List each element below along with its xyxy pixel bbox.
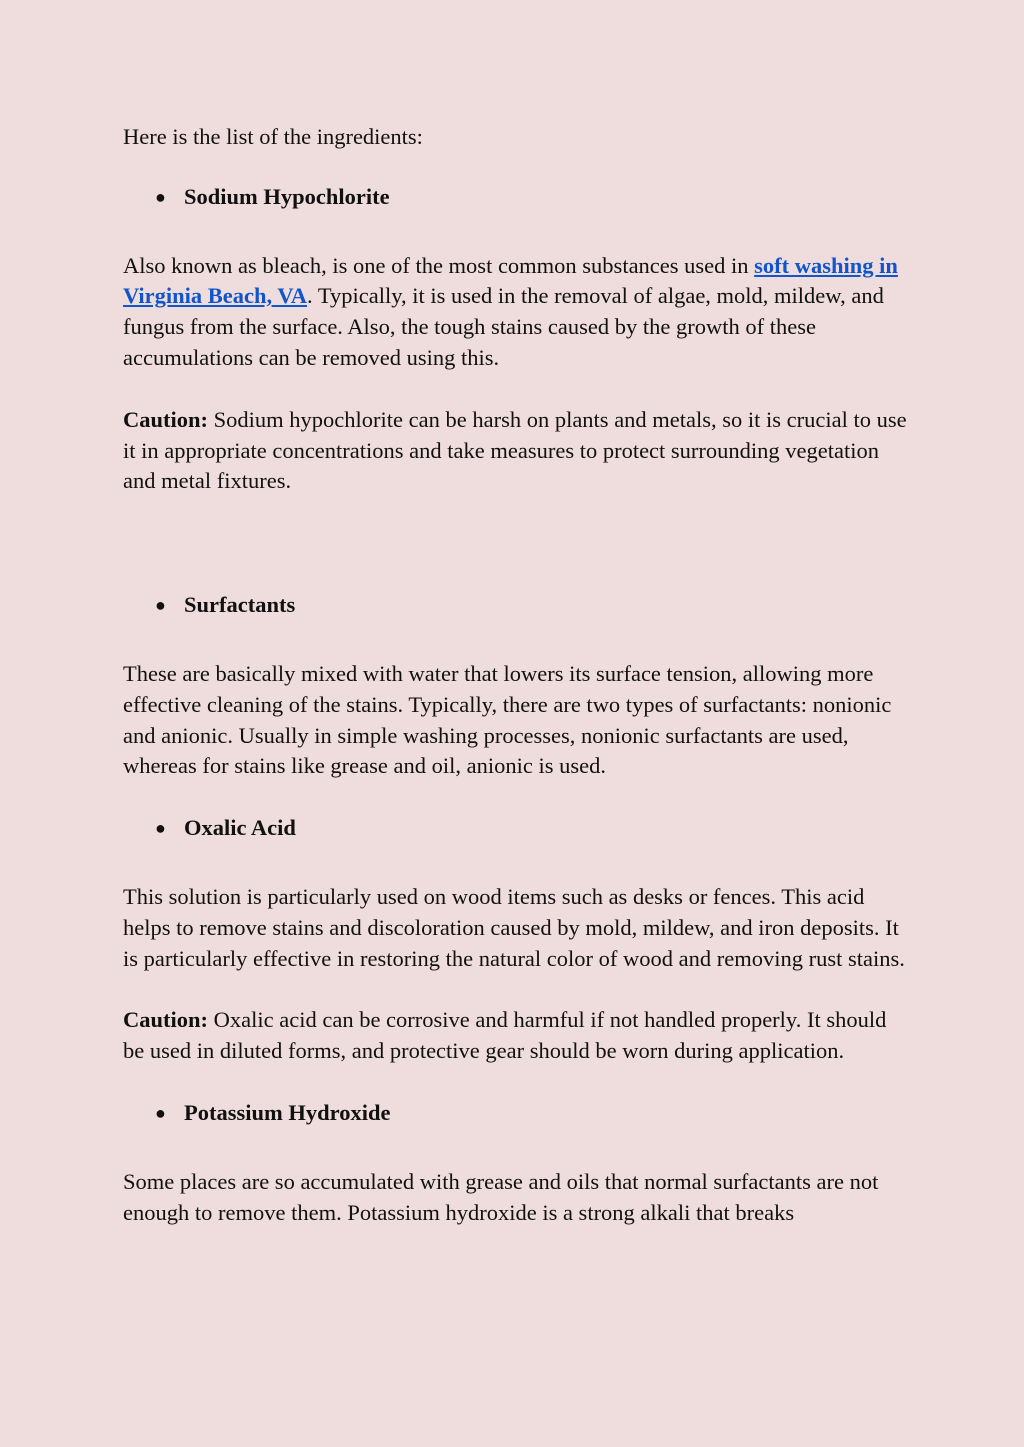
soft-washing-link[interactable]: soft washing in Virginia Beach, VA bbox=[123, 252, 898, 309]
bullet-heading-sodium-hypochlorite bbox=[123, 182, 913, 213]
caution-text: Oxalic acid can be corrosive and harmful if not handled properly. It should be used in diluted forms, and protective gear should be worn during application. bbox=[123, 1007, 887, 1064]
bullet-heading-oxalic-acid bbox=[123, 813, 913, 844]
heading-text: Surfactants bbox=[184, 592, 296, 618]
blank-space bbox=[123, 528, 913, 590]
paragraph-text: Also known as bleach, is one of the most common substances used in bbox=[123, 252, 755, 278]
caution-sodium-hypochlorite bbox=[123, 405, 913, 497]
bullet-heading-potassium-hydroxide bbox=[123, 1098, 913, 1129]
caution-oxalic-acid bbox=[123, 1005, 913, 1067]
paragraph-oxalic-acid: This solution is particularly used on wood items such as desks or fences. This acid helps to remove stains and discoloration caused by mold, mildew, and iron deposits. It is particularly effective in restoring the natural color of wood and removing rust stains. bbox=[123, 883, 905, 971]
bullet-icon: ● bbox=[155, 186, 166, 207]
caution-label: Caution: bbox=[123, 1007, 209, 1033]
heading-text: Oxalic Acid bbox=[184, 815, 296, 841]
caution-label: Caution: bbox=[123, 406, 209, 432]
bullet-icon: ● bbox=[155, 818, 166, 839]
bullet-icon: ● bbox=[155, 595, 166, 616]
paragraph-potassium-hydroxide: Some places are so accumulated with grease and oils that normal surfactants are not enough to remove them. Potassium hydroxide is a strong alkali that breaks bbox=[123, 1168, 879, 1225]
paragraph-text: . Typically, it is used in the removal of algae, mold, mildew, and fungus from the surface. Also, the tough stains caused by the growth of these accumulations can be removed using this. bbox=[123, 283, 884, 370]
bullet-heading-surfactants bbox=[123, 590, 913, 621]
heading-text: Sodium Hypochlorite bbox=[184, 183, 390, 209]
bullet-icon: ● bbox=[155, 1102, 166, 1123]
intro-text: Here is the list of the ingredients: bbox=[123, 124, 423, 149]
paragraph-sodium-hypochlorite bbox=[123, 251, 913, 374]
heading-text: Potassium Hydroxide bbox=[184, 1099, 391, 1125]
document-content bbox=[123, 122, 913, 1259]
caution-text: Sodium hypochlorite can be harsh on plants and metals, so it is crucial to use it in appropriate concentrations and take measures to protect surrounding vegetation and metal fixtures. bbox=[123, 406, 907, 494]
paragraph-surfactants: These are basically mixed with water that lowers its surface tension, allowing more effective cleaning of the stains. Typically, there are two types of surfactants: nonionic and anionic. Usually in simple washing processes, nonionic surfactants are used, whereas for stains like grease and oil, anionic is used. bbox=[123, 660, 892, 779]
